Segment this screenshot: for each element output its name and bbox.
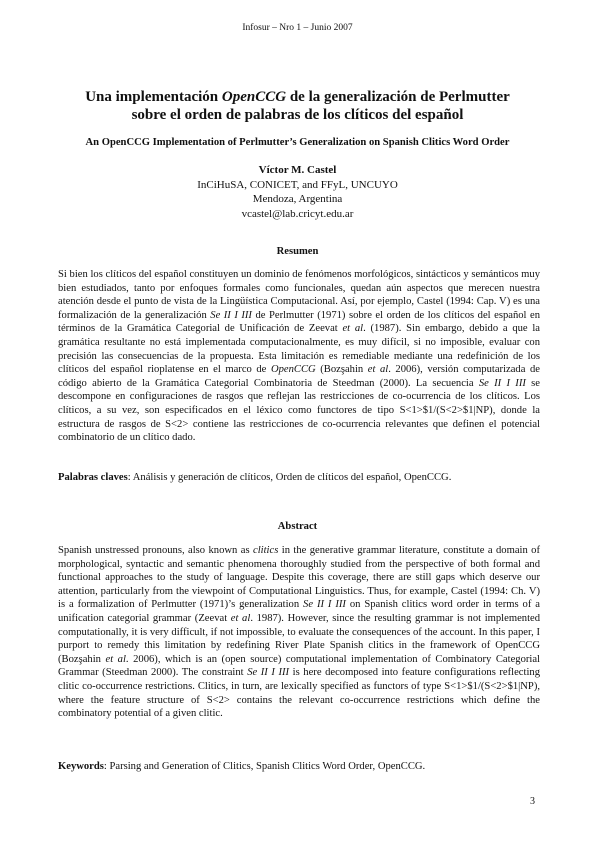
title-line1-italic: OpenCCG — [221, 89, 287, 105]
abstract-text: on Spanish clitics word order in terms of a unification categorial grammar (Zeevat — [58, 599, 540, 624]
resumen-text: . (1987). Sin embargo, debido a que la gramática resultante no está implementada computacionalmente, es muy difícil, si no imposible, evaluar con precisión las consecuencias de la propuesta. Esta limitación es remediable mediante una redefinición de los clíticos del español rioplatense en el marco de — [58, 323, 541, 376]
abstract-text: in the generative grammar literature, constitute a domain of morphological, syntactic and semantic phenomena thoroughly studied from the perspective of both formal and functional approaches to the study of language. Despite this coverage, there are still gaps which deserve our attention, particularly from the viewpoint of Computational Linguistics. Thus, for example, Castel (1994: Ch. V) is a formalization of Perlmutter (1971)’s generalization — [58, 545, 540, 611]
keywords-label: Keywords — [58, 761, 104, 772]
resumen-italic: Se II I III — [478, 377, 526, 389]
abstract-italic: clitics — [253, 545, 279, 556]
keywords-text: : Parsing and Generation of Clitics, Spanish Clitics Word Order, OpenCCG. — [103, 761, 426, 772]
resumen-text: de Perlmutter (1971) sobre el orden de los clíticos del español en términos de la Gramática Categorial de Unificación de Zeevat — [58, 309, 540, 335]
title-line2: sobre el orden de palabras de los clíticos del español — [131, 107, 464, 123]
resumen-italic: Se II I III — [210, 309, 252, 321]
resumen-text: . 2006), versión computarizada de código abierto de la Gramática Categorial Combinatoria de Steedman (2000). La secuencia — [58, 364, 540, 389]
author-name: Víctor M. Castel — [258, 164, 337, 176]
title-line1-post: de la generalización de Perlmutter — [286, 89, 510, 105]
palabras-claves — [58, 471, 540, 485]
abstract-heading: Abstract — [277, 521, 318, 532]
author-affiliation: InCiHuSA, CONICET, and FFyL, UNCUYO — [197, 178, 398, 191]
palabras-claves-text: : Análisis y generación de clíticos, Orden de clíticos del español, OpenCCG. — [127, 472, 452, 483]
title-line1-pre: Una implementación — [85, 89, 222, 105]
resumen-text: Si bien los clíticos del español constituyen un dominio de fenómenos morfológicos, sintácticos y semánticos muy bien estudiados, tanto por enfoques formales como funcionales, quedan aún aspectos que merecen nuestra atención desde el punto de vista de la Lingüística Computacional. Así, por ejemplo, Castel (1994: Cap. V) es una formalización de la generalización — [58, 269, 540, 321]
abstract-italic: et al — [105, 653, 126, 665]
resumen-heading: Resumen — [276, 246, 319, 257]
resumen-italic: et al — [367, 364, 389, 376]
author-email: vcastel@lab.cricyt.edu.ar — [241, 207, 354, 220]
running-header: Infosur – Nro 1 – Junio 2007 — [242, 23, 353, 33]
page-number: 3 — [530, 796, 535, 807]
abstract-italic: Se II I III — [247, 667, 290, 679]
resumen-text: se descompone en configuraciones de rasgos que reflejan las restricciones de co-ocurrencia de los clíticos. Los clíticos, a su vez, son especificados en el léxico como functores de tipo S<1>$1/(S<2>$1|NP), donde la estructura de rasgos de S<2> contiene las restricciones de co-ocurrencia relevantes que definen el potencial combinatorio de un clítico dado. — [58, 377, 540, 444]
resumen-paragraph — [58, 268, 540, 445]
abstract-italic: et al — [230, 612, 251, 624]
resumen-italic: et al — [342, 323, 364, 335]
abstract-text: Spanish unstressed pronouns, also known as — [58, 545, 254, 556]
abstract-text: . 1987). However, since the resulting grammar is not implemented computationally, it is very difficult, if not impossible, to evaluate the consequences of the account. In this paper, I purport to remedy this limitation by redefining River Plate Spanish clitics in the framework of OpenCCG (Bozşahin — [58, 612, 541, 665]
resumen-text: (Bozşahin — [315, 364, 368, 376]
author-block — [0, 163, 595, 221]
abstract-italic: Se II I III — [303, 599, 346, 611]
keywords — [58, 760, 540, 774]
resumen-italic: OpenCCG — [270, 364, 316, 376]
palabras-claves-label: Palabras claves — [58, 472, 128, 483]
paper-title — [50, 88, 545, 124]
abstract-text: . 2006), which is an (open source) computational implementation of Combinatory Categorial Grammar (Steedman 2000). The constraint — [58, 653, 540, 679]
author-location: Mendoza, Argentina — [252, 193, 343, 206]
paper-subtitle: An OpenCCG Implementation of Perlmutter’s Generalization on Spanish Clitics Word Order — [85, 137, 510, 148]
abstract-text: is here decomposed into feature configurations reflecting clitic co-occurrence restrictions. Clitics, in turn, are lexically specified as functors of type S<1>$1/(S<2>$1|NP), where the feature structure of S<2> contains the relevant co-occurrence restrictions which define the combinatory potential of a given clitic. — [58, 667, 540, 720]
abstract-paragraph — [58, 544, 540, 721]
